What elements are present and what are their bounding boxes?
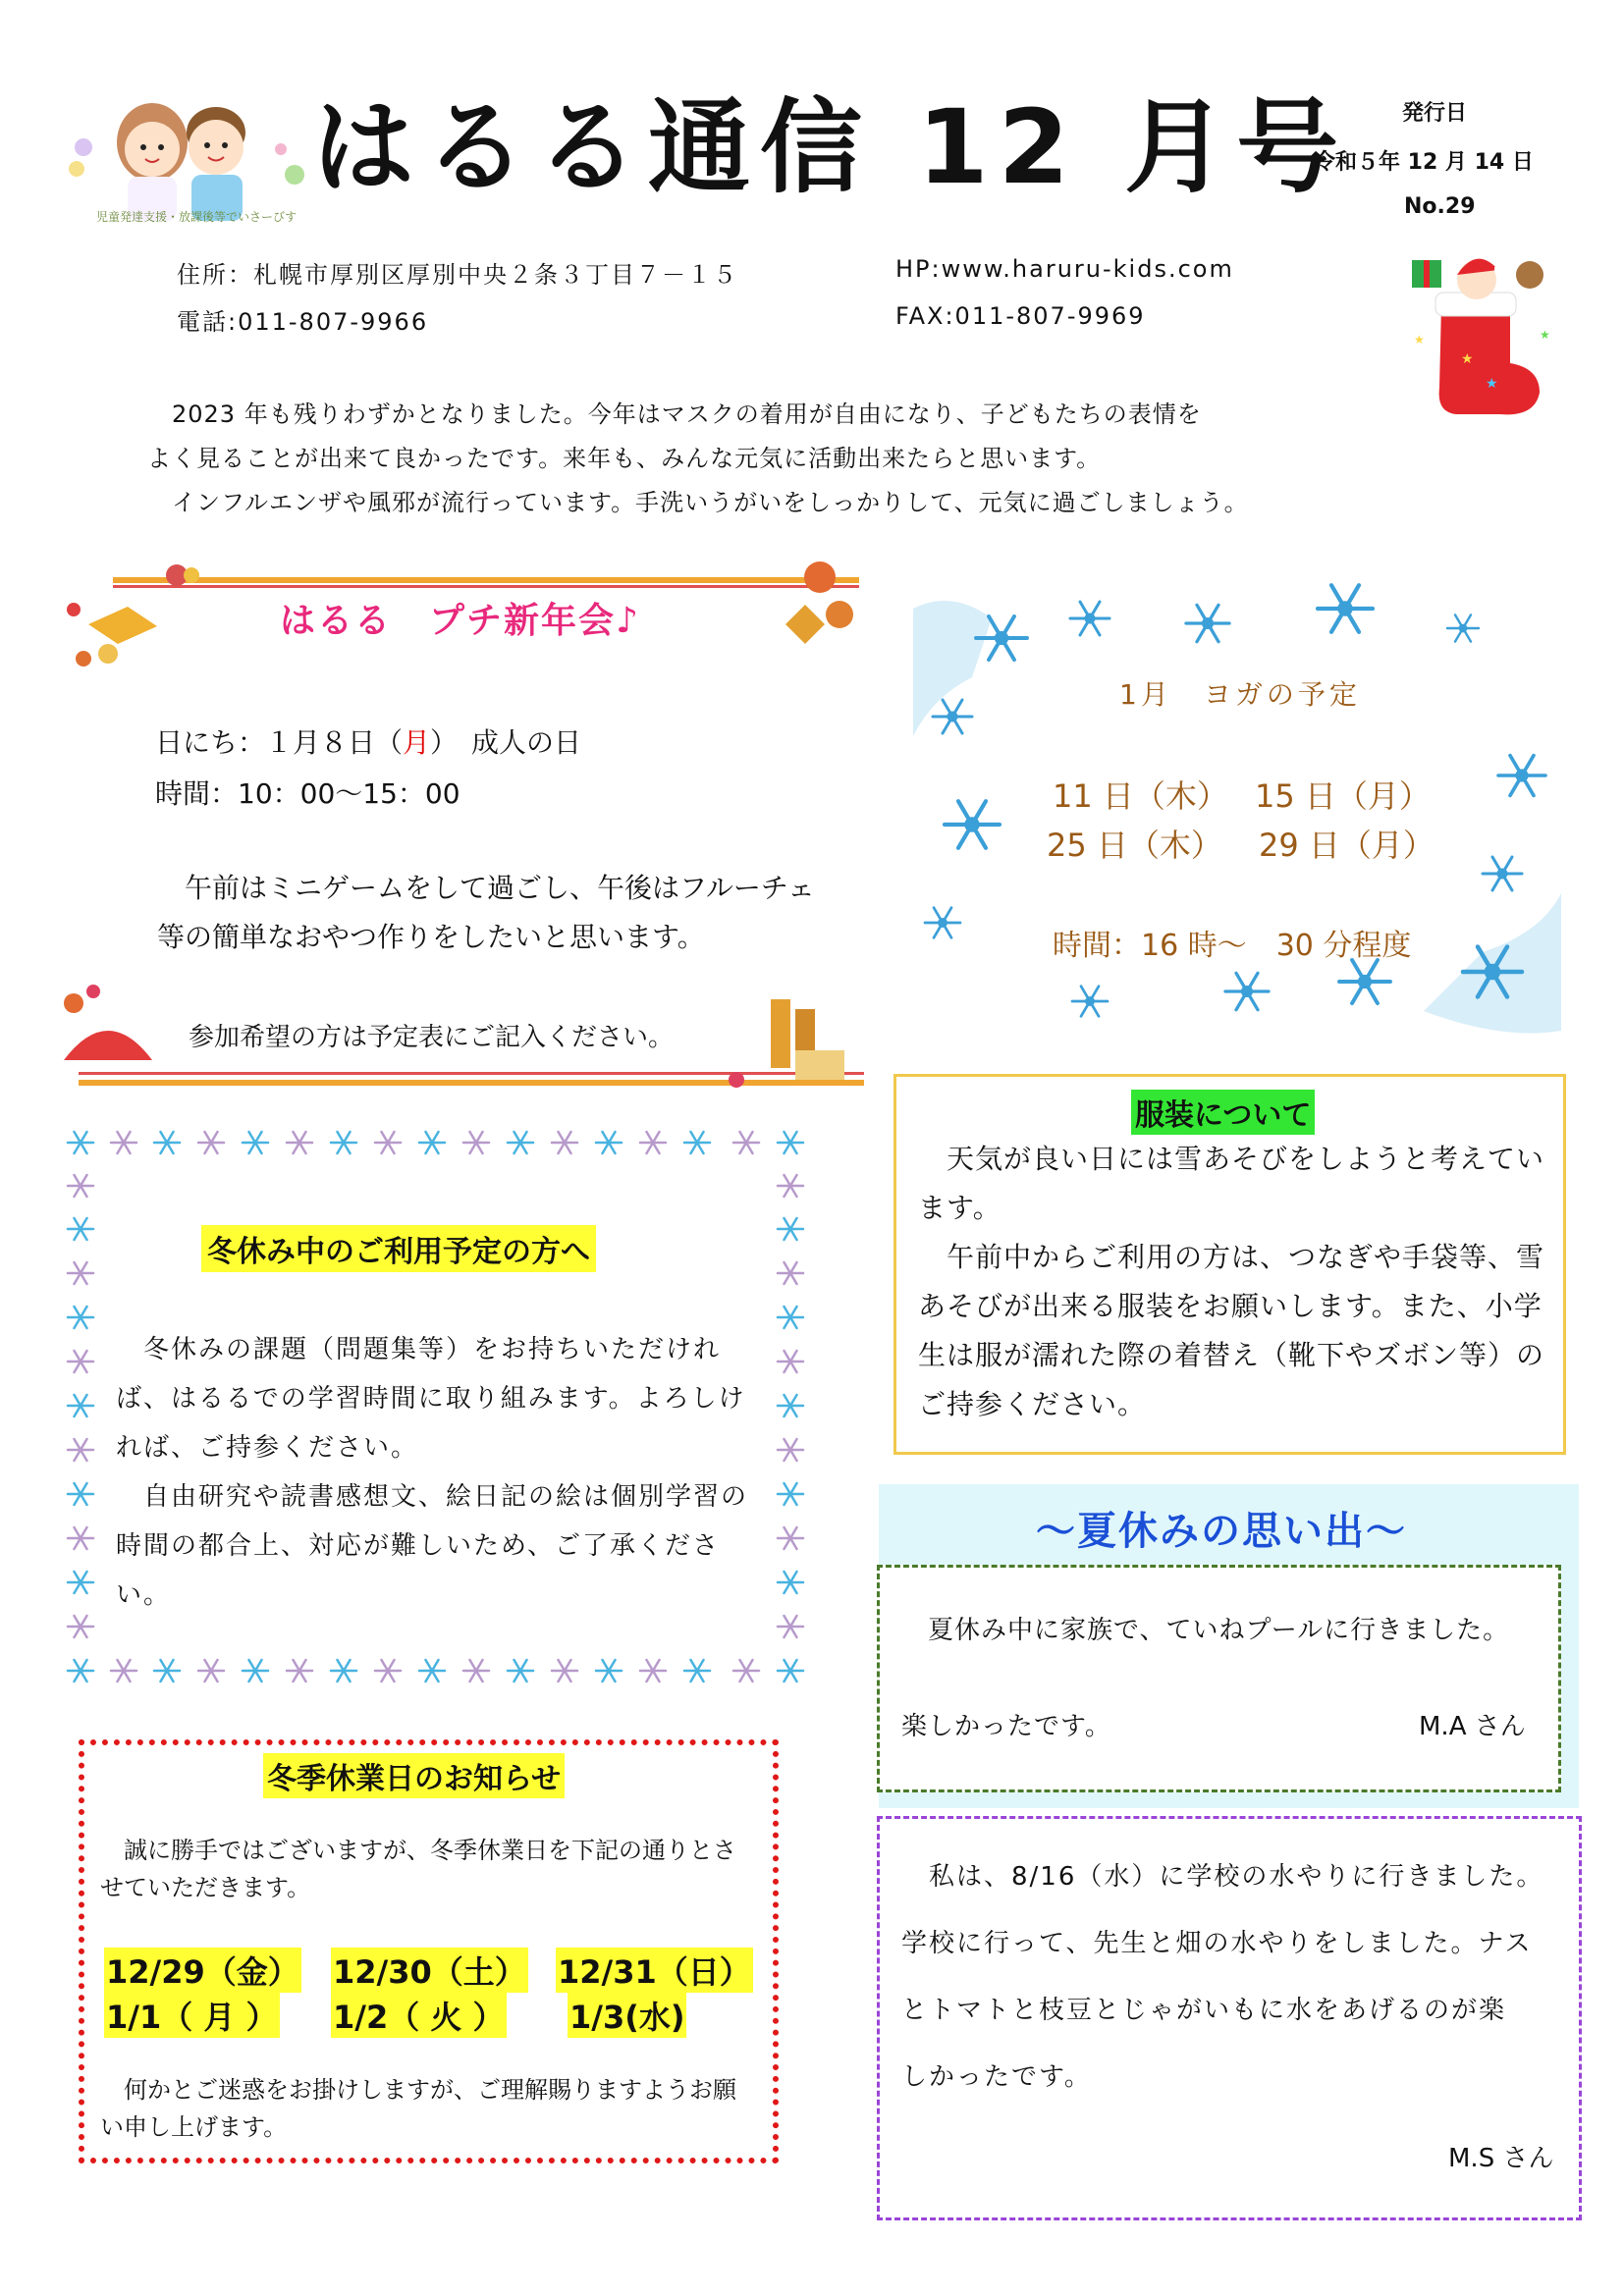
clothing-body: 天気が良い日には雪あそびをしようと考えています。 午前中からご利用の方は、つなぎや手袋等、雪あそびが出来る服装をお願いします。また、小学生は服が濡れた際の着替え（靴下やズボン等）のご持参ください。 [918, 1143, 1545, 1420]
summer-entry-text [901, 1843, 1569, 2110]
summer-entry-text: 夏休み中に家族で、ていねプールに行きました。 [928, 1616, 1510, 1645]
new-year-date [155, 721, 581, 761]
summer-entry-text: 楽しかったです。 [901, 1712, 1111, 1741]
issue-date: 令和５年 12 月 14 日 [1314, 150, 1534, 175]
closure-date: 1/3(水) [568, 1993, 686, 2038]
closure-date: 1/1（ 月 ） [104, 1993, 280, 2038]
yoga-date: 11 日（木） [1053, 777, 1228, 815]
intro-line: インフルエンザや風邪が流行っています。手洗いうがいをしっかりして、元気に過ごしましょう。 [147, 489, 1249, 516]
summer-entry-line: とトマトと枝豆とじゃがいもに水をあげるのが楽 [901, 1996, 1507, 2025]
summer-entry-line: しかったです。 [901, 2062, 1092, 2092]
yoga-date: 29 日（月） [1259, 827, 1435, 864]
svg-text:★: ★ [1414, 333, 1425, 347]
issue-label: 発行日 [1402, 101, 1468, 126]
closure-closing: 何かとご迷惑をお掛けしますが、ご理解賜りますようお願い申し上げます。 [100, 2076, 736, 2141]
new-year-description: 午前はミニゲームをして過ごし、午後はフルーチェ等の簡単なおやつ作りをしたいと思います。 [157, 872, 816, 953]
closure-date: 12/30（土） [331, 1948, 528, 1993]
summer-entry-author: M.A さん [1419, 1712, 1526, 1741]
intro-text [147, 393, 1424, 525]
winter-break-body: 冬休みの課題（問題集等）をお持ちいただければ、はるるでの学習時間に取り組みます。よろしければ、ご持参ください。 自由研究や読書感想文、絵日記の絵は個別学習の時間の都合上、対応が難しいため、ご了承ください。 [116, 1335, 749, 1610]
fax-number: FAX:011-807-9969 [895, 302, 1146, 330]
new-year-title: はるる プチ新年会♪ [280, 601, 640, 641]
svg-text:★: ★ [1486, 376, 1498, 392]
yoga-title: 1月 ヨガの予定 [1119, 678, 1361, 711]
closure-intro: 誠に勝手ではございますが、冬季休業日を下記の通りとさせていただきます。 [100, 1837, 736, 1901]
svg-text:★: ★ [1461, 351, 1474, 367]
winter-break-title: 冬休み中のご利用予定の方へ [201, 1225, 596, 1272]
yoga-date: 25 日（木） [1047, 827, 1222, 864]
yoga-date: 15 日（月） [1255, 777, 1431, 815]
logo-caption: 児童発達支援・放課後等でいさーびす [95, 210, 297, 224]
clothing-title: 服装について [1131, 1090, 1315, 1135]
date-suffix: ） 成人の日 [430, 726, 582, 759]
summer-entry-line: 私は、8/16（水）に学校の水やりに行きました。 [901, 1862, 1544, 1892]
summer-entry-author: M.S さん [1448, 2144, 1554, 2173]
svg-text:★: ★ [1540, 328, 1550, 342]
address: 住所：札幌市厚別区厚別中央２条３丁目７－１５ [177, 261, 738, 289]
summer-entry-line: 学校に行って、先生と畑の水やりをしました。ナス [901, 1929, 1533, 1958]
closure-title: 冬季休業日のお知らせ [263, 1753, 565, 1798]
intro-line: よく見ることが出来て良かったです。来年も、みんな元気に活動出来たらと思います。 [147, 445, 1102, 472]
new-year-time: 時間：10：00～15：00 [155, 777, 460, 810]
closure-date: 12/31（日） [556, 1948, 753, 1993]
snowflake-frame [913, 579, 1561, 1041]
phone-number: 電話:011-807-9966 [177, 308, 429, 336]
page-title: はるる通信 12 月号 [312, 87, 1349, 207]
new-year-note: 参加希望の方は予定表にご記入ください。 [189, 1023, 675, 1052]
date-weekday: 月 [403, 726, 431, 759]
summer-entry-box [877, 1565, 1561, 1792]
yoga-time: 時間：16 時～ 30 分程度 [1053, 929, 1412, 963]
closure-date: 1/2（ 火 ） [331, 1993, 507, 2038]
haruru-logo [59, 88, 309, 226]
date-prefix: 日にち：１月８日（ [155, 726, 404, 759]
summer-memories-title: ～夏休みの思い出～ [1036, 1509, 1407, 1554]
issue-number: No.29 [1404, 194, 1476, 219]
santa-stocking-illustration [1402, 245, 1559, 422]
intro-line: 2023 年も残りわずかとなりました。今年はマスクの着用が自由になり、子どもたちの表情を [147, 400, 1202, 428]
closure-date: 12/29（金） [104, 1948, 301, 1993]
homepage-url: HP:www.haruru-kids.com [895, 255, 1234, 283]
